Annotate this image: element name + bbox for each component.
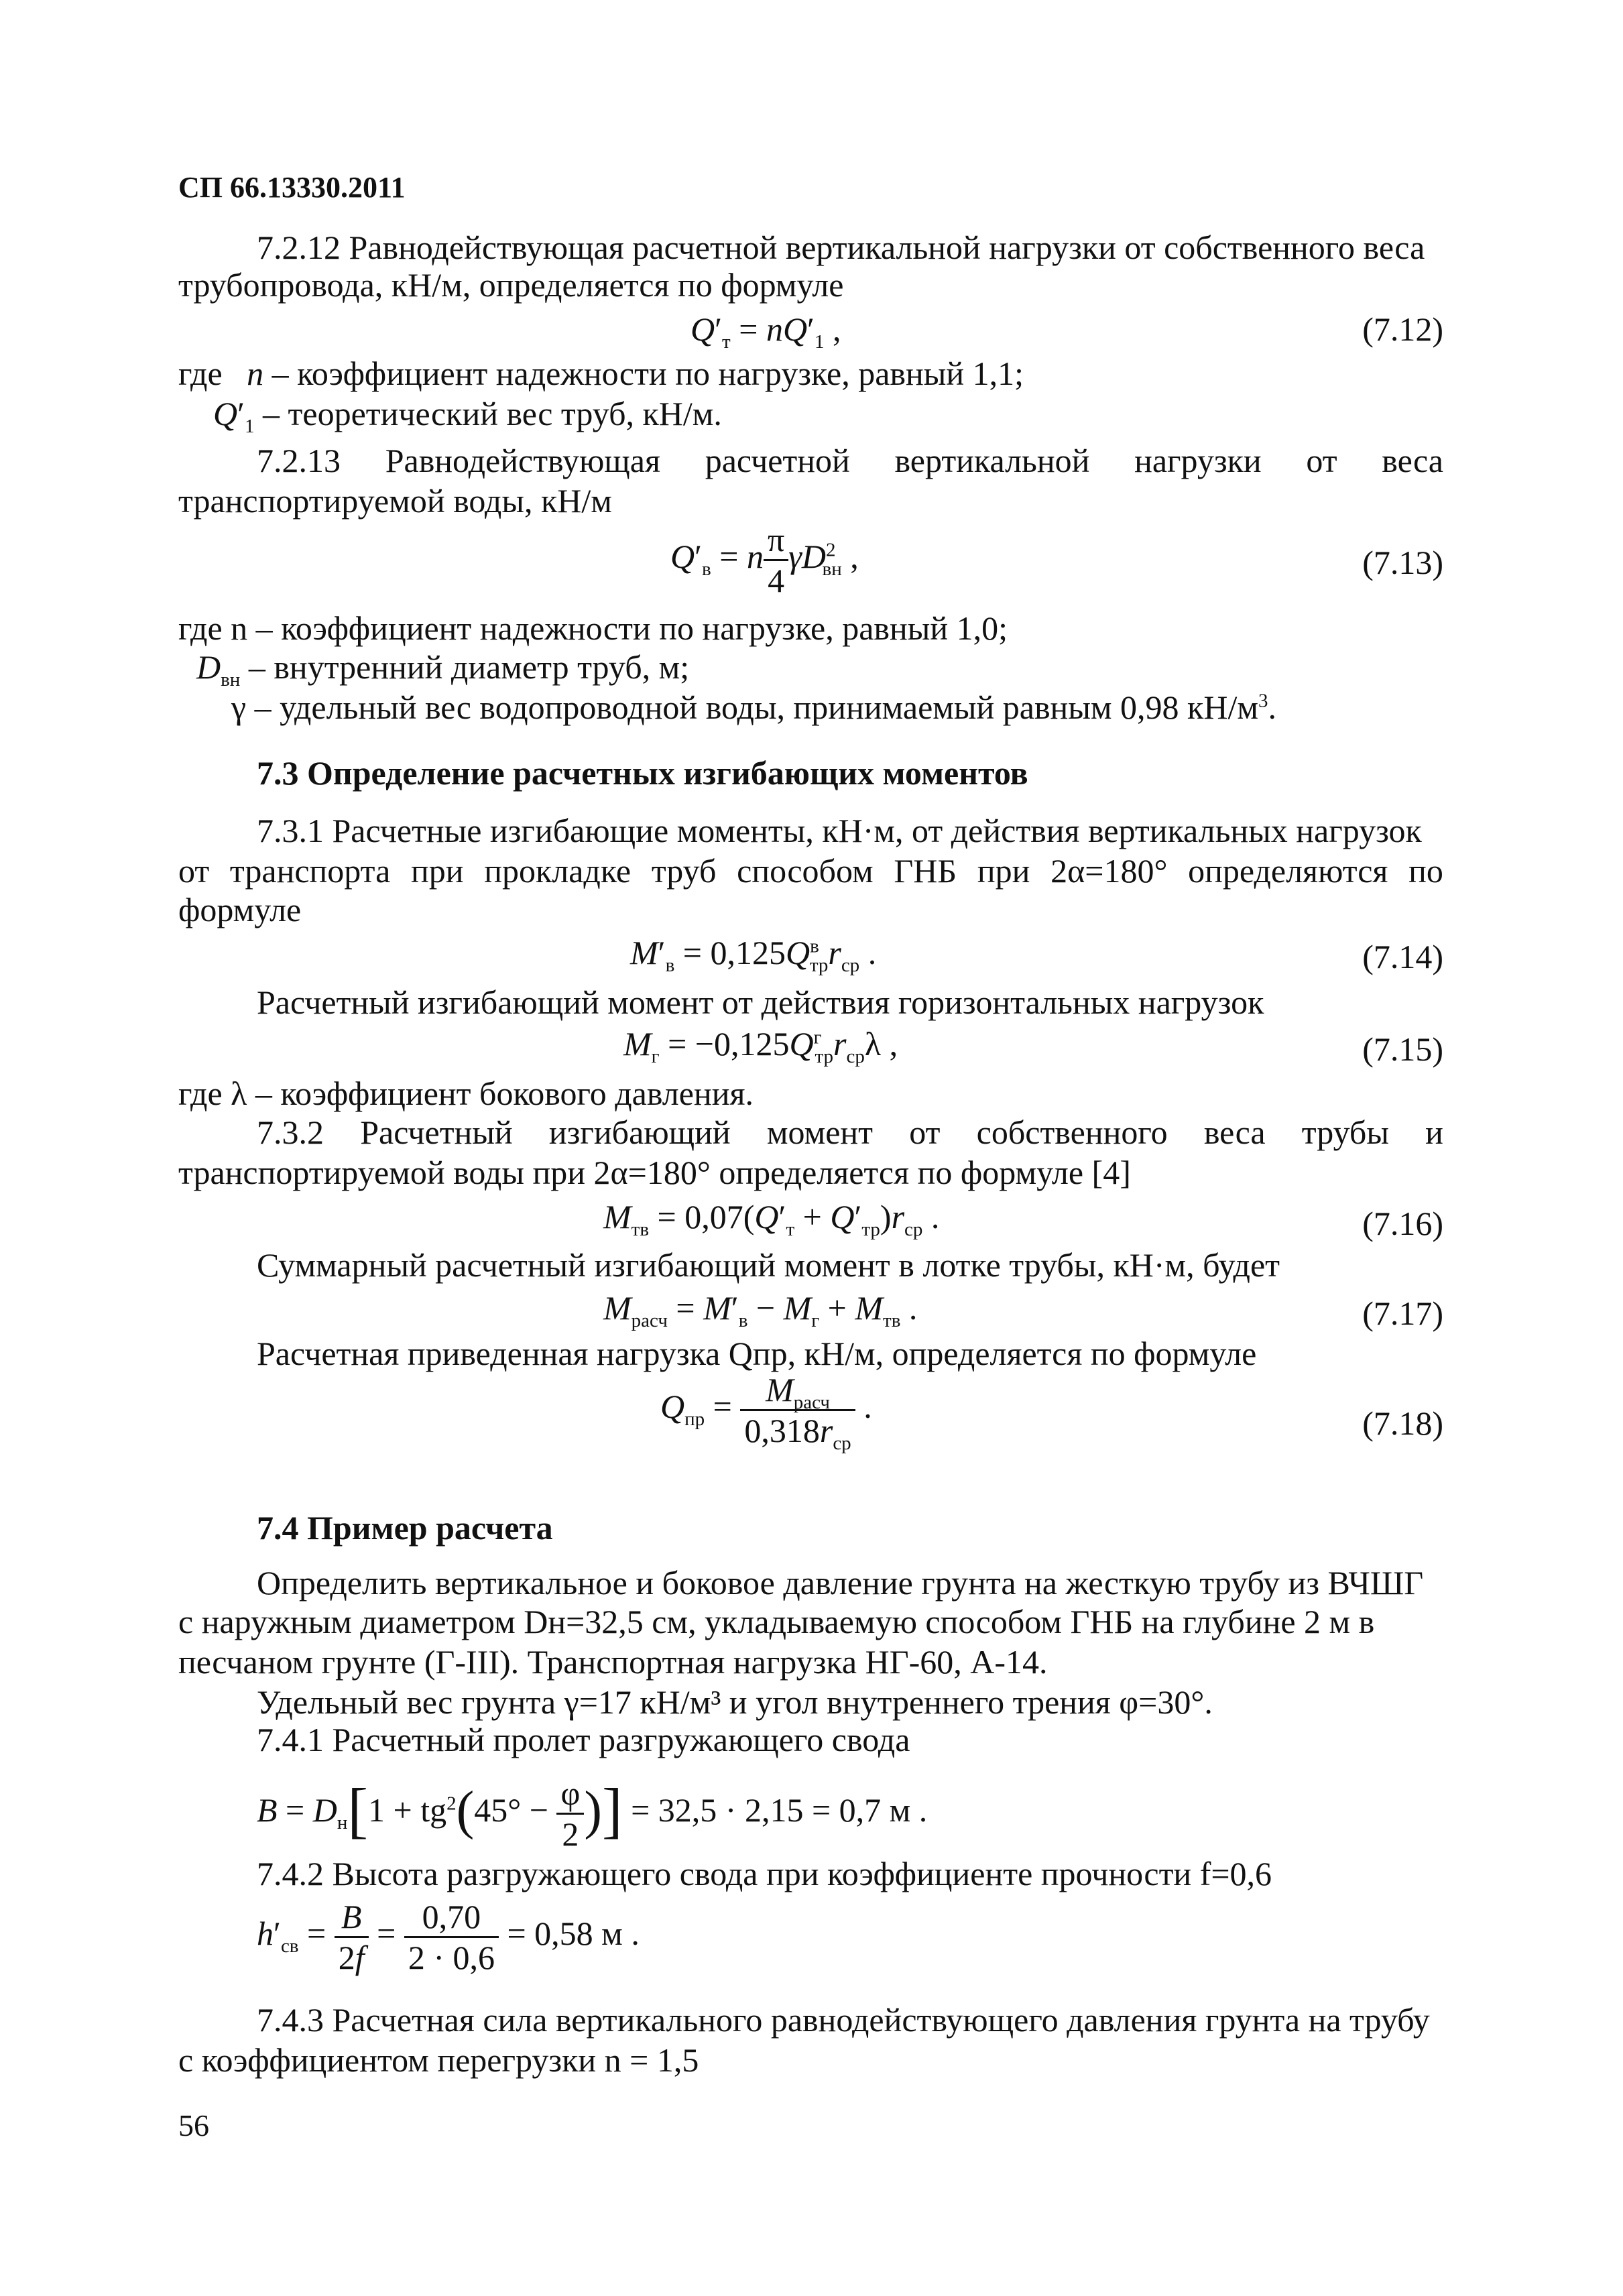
formula-7-16: $M_{тв} = 0,07(Q'_т + Q'_{тр})r_{ср}$ .: [603, 1198, 940, 1240]
word: веса: [1382, 442, 1443, 479]
paragraph-7-4-line2: с наружным диаметром Dн=32,5 см, укладываемую способом ГНБ на глубине 2 м в: [178, 1603, 1375, 1640]
paragraph-7-3-2-line1: [257, 1115, 1443, 1149]
word: определяются: [1188, 852, 1388, 890]
word: веса: [1203, 1113, 1266, 1151]
formula-7-18: $Q_{пр}$ = $M_{расч}$ $0,318r_{ср}$ .: [660, 1371, 872, 1454]
paragraph-7-3-1-line1: 7.3.1 Расчетные изгибающие моменты, кН·м, от действия вертикальных нагрузок: [257, 812, 1422, 849]
word: вертикальной: [894, 442, 1090, 479]
section-heading-7-3: 7.3 Определение расчетных изгибающих моментов: [257, 754, 1028, 792]
document-code: СП 66.13330.2011: [178, 171, 406, 204]
paragraph-7-2-13-line1: [257, 444, 1443, 477]
equation-number-7-13: (7.13): [1362, 544, 1443, 581]
formula-arch-result: = 0,58 м .: [507, 1914, 640, 1952]
paragraph-7-4-3-line2: с коэффициентом перегрузки n = 1,5: [178, 2041, 699, 2079]
word: 7.2.13: [257, 442, 341, 479]
word: собственного: [976, 1113, 1168, 1151]
definition-dvn-text: – внутренний диаметр труб, м;: [248, 648, 690, 686]
page-number: 56: [178, 2108, 209, 2142]
equation-number-7-17: (7.17): [1362, 1294, 1443, 1332]
paragraph-7-4-line1: Определить вертикальное и боковое давление грунта на жесткую трубу из ВЧШГ: [257, 1564, 1424, 1602]
word: 2α=180°: [1050, 852, 1168, 890]
word: при: [977, 852, 1030, 890]
word: момент: [766, 1113, 874, 1151]
formula-span-b: $B = D_н[1 + tg^2(45^\circ$ − $\frac{\varphi}{2}$ )] = 32,5 · 2,15 = 0,7 м .: [257, 1774, 928, 1853]
definition-gamma-text: γ – удельный вес водопроводной воды, принимаемый равным 0,98 кН/м: [231, 688, 1258, 726]
formula-arch-height: $h'_{св}$ = $\frac{B}{2f}$ = $\frac{0,70}{2 \cdot 0,6}$ = 0,58 м .: [257, 1898, 640, 1976]
paragraph-reduced-load: Расчетная приведенная нагрузка Qпр, кН/м, определяется по формуле: [257, 1335, 1257, 1372]
formula-7-13: $Q'_в = n$ $\frac{\pi}{4}$ $\gamma D^2_{вн}$ ,: [670, 521, 859, 599]
word: ГНБ: [894, 852, 957, 890]
paragraph-7-4-1: 7.4.1 Расчетный пролет разгружающего свода: [257, 1721, 910, 1758]
word: прокладке: [484, 852, 632, 890]
word: труб: [651, 852, 717, 890]
paragraph-7-2-12-line1: 7.2.12 Равнодействующая расчетной вертикальной нагрузки от собственного веса: [257, 229, 1425, 266]
word: от: [1306, 442, 1337, 479]
paragraph-7-3-1-line3: формуле: [178, 891, 302, 928]
paragraph-7-4-line3: песчаном грунте (Г-III). Транспортная нагрузка НГ-60, А-14.: [178, 1643, 1048, 1681]
equation-number-7-12: (7.12): [1362, 310, 1443, 348]
definition-dvn: $D_{вн}$ – внутренний диаметр труб, м;: [196, 648, 690, 690]
paragraph-total-moment: Суммарный расчетный изгибающий момент в лотке трубы, кН·м, будет: [257, 1246, 1280, 1284]
formula-7-12: $Q'_т = nQ'_1$ ,: [690, 310, 841, 353]
word: расчетной: [705, 442, 850, 479]
paragraph-7-4-2: 7.4.2 Высота разгружающего свода при коэффициенте прочности f=0,6: [257, 1855, 1272, 1892]
word: Расчетный: [360, 1113, 513, 1151]
word: транспорта: [229, 852, 391, 890]
word: от: [178, 852, 210, 890]
paragraph-7-3-2-line2: транспортируемой воды при 2α=180° определяется по формуле [4]: [178, 1154, 1131, 1191]
word: при: [411, 852, 464, 890]
word: и: [1425, 1113, 1443, 1151]
word: от: [909, 1113, 941, 1151]
paragraph-horizontal-moment: Расчетный изгибающий момент от действия горизонтальных нагрузок: [257, 983, 1264, 1021]
definition-q1-text: – теоретический вес труб, кН/м.: [263, 395, 722, 432]
definition-gamma: γ – удельный вес водопроводной воды, принимаемый равным 0,98 $кН/м^3$.: [231, 688, 1276, 726]
equation-number-7-18: (7.18): [1362, 1404, 1443, 1442]
definition-n-text: – коэффициент надежности по нагрузке, равный 1,1;: [272, 355, 1024, 392]
formula-7-17: $M_{расч} = M'_в - M_г + M_{тв}$ .: [603, 1289, 918, 1331]
formula-7-15: $M_г = -0,125Q^г_{тр}r_{ср}\lambda$ ,: [623, 1025, 898, 1067]
word: способом: [737, 852, 874, 890]
paragraph-7-3-1-line2: [178, 854, 1443, 888]
word: нагрузки: [1134, 442, 1262, 479]
equation-number-7-14: (7.14): [1362, 938, 1443, 975]
equation-number-7-16: (7.16): [1362, 1205, 1443, 1242]
section-heading-7-4: 7.4 Пример расчета: [257, 1509, 553, 1547]
word: 7.3.2: [257, 1113, 324, 1151]
where-word: где: [178, 355, 223, 392]
paragraph-soil-weight: Удельный вес грунта γ=17 кН/м³ и угол внутреннего трения φ=30°.: [257, 1683, 1213, 1721]
equation-number-7-15: (7.15): [1362, 1030, 1443, 1068]
word: трубы: [1301, 1113, 1389, 1151]
word: Равнодействующая: [385, 442, 660, 479]
word: по: [1408, 852, 1443, 890]
paragraph-7-2-12-line2: трубопровода, кН/м, определяется по формуле: [178, 266, 844, 304]
word: изгибающий: [548, 1113, 731, 1151]
definition-lambda: где λ – коэффициент бокового давления.: [178, 1075, 754, 1112]
paragraph-7-2-13-line2: транспортируемой воды, кН/м: [178, 482, 612, 520]
definition-n-1-1: где n – коэффициент надежности по нагрузке, равный 1,1;: [178, 355, 1024, 392]
formula-span-result: = 32,5 · 2,15 = 0,7 м .: [631, 1791, 928, 1829]
definition-q1: $Q'_1$ – теоретический вес труб, кН/м.: [213, 395, 722, 437]
definition-n-1-0: где n – коэффициент надежности по нагрузке, равный 1,0;: [178, 609, 1008, 647]
formula-7-14: $M'_в = 0,125Q^в_{тр}r_{ср}$ .: [630, 934, 877, 976]
paragraph-7-4-3-line1: 7.4.3 Расчетная сила вертикального равнодействующего давления грунта на трубу: [257, 2001, 1430, 2039]
